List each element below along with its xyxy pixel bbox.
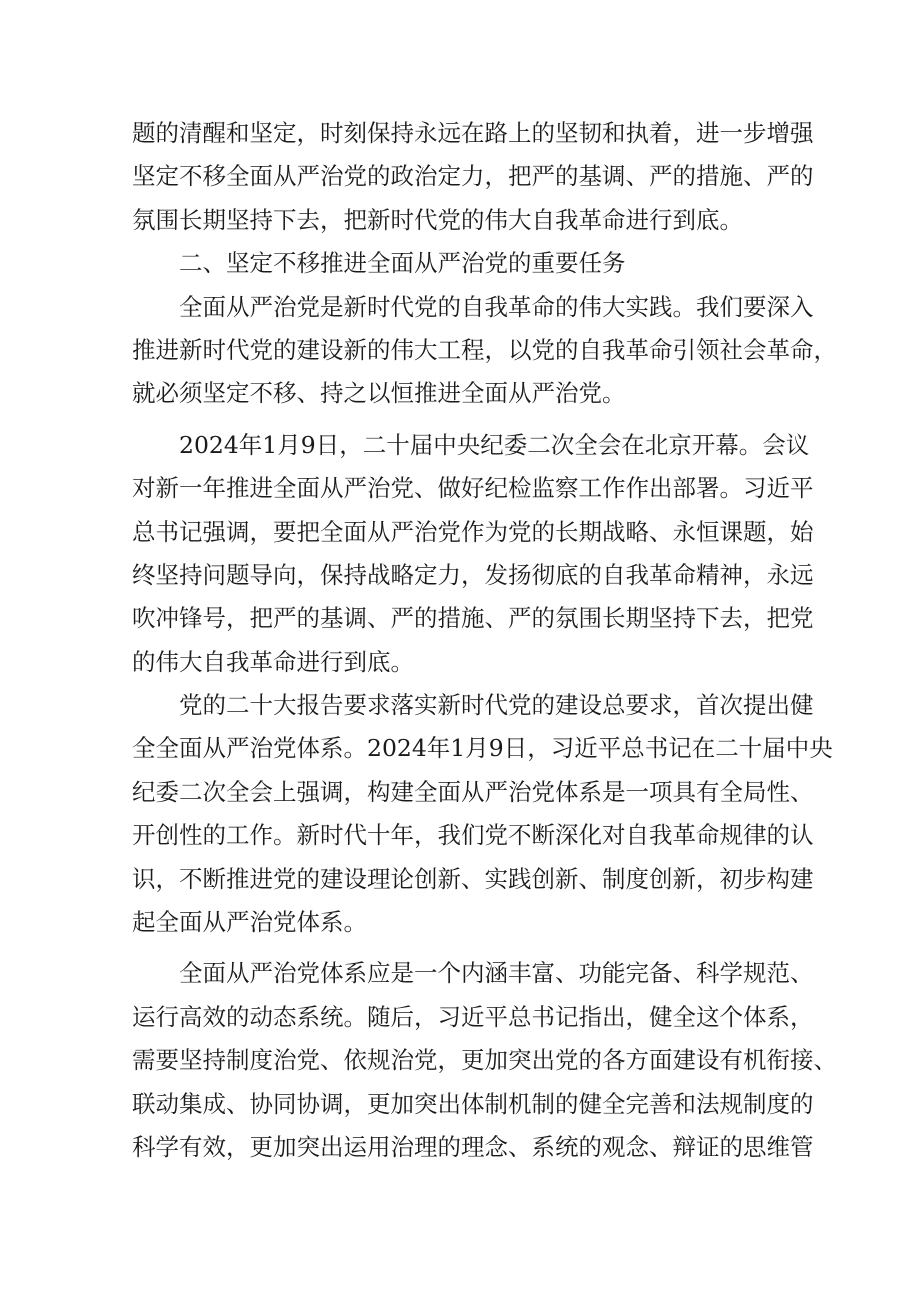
text-line: 吹冲锋号，把严的基调、严的措施、严的氛围长期坚持下去，把党 xyxy=(132,604,814,633)
document-body xyxy=(132,112,837,1169)
text-line: 开创性的工作。新时代十年，我们党不断深化对自我革命规律的认 xyxy=(132,821,814,850)
text-line: 联动集成、协同协调，更加突出体制机制的健全完善和法规制度的 xyxy=(132,1089,814,1118)
text-line: 全面从严治党是新时代党的自我革命的伟大实践。我们要深入 xyxy=(179,292,814,321)
heading-line: 二、坚定不移推进全面从严治党的重要任务 xyxy=(179,249,626,278)
text-line: 全面从严治党体系应是一个内涵丰富、功能完备、科学规范、 xyxy=(179,959,814,988)
text-line: 氛围长期坚持下去，把新时代党的伟大自我革命进行到底。 xyxy=(132,205,743,234)
text-line: 2024年1月9日，二十届中央纪委二次全会在北京开幕。会议 xyxy=(179,430,810,459)
text-line: 运行高效的动态系统。随后，习近平总书记指出，健全这个体系， xyxy=(132,1002,814,1031)
text-line: 科学有效，更加突出运用治理的理念、系统的观念、辩证的思维管 xyxy=(132,1132,814,1161)
text-line: 题的清醒和坚定，时刻保持永远在路上的坚韧和执着，进一步增强 xyxy=(132,119,814,147)
text-line: 起全面从严治党体系。 xyxy=(132,908,367,937)
paragraph xyxy=(132,952,837,1169)
text-line: 纪委二次全会上强调，构建全面从严治党体系是一项具有全局性、 xyxy=(132,777,814,806)
paragraph xyxy=(132,424,814,684)
paragraph xyxy=(132,684,833,944)
text-line: 全全面从严治党体系。2024年1月9日，习近平总书记在二十届中央 xyxy=(132,734,833,763)
section-heading xyxy=(132,242,802,285)
paragraph-gap xyxy=(132,944,802,952)
text-line: 推进新时代党的建设新的伟大工程，以党的自我革命引领社会革命， xyxy=(132,335,837,364)
text-line: 需要坚持制度治党、依规治党，更加突出党的各方面建设有机衔接、 xyxy=(132,1046,837,1075)
text-line: 的伟大自我革命进行到底。 xyxy=(132,647,414,676)
text-line: 对新一年推进全面从严治党、做好纪检监察工作作出部署。习近平 xyxy=(132,474,814,503)
text-line: 终坚持问题导向，保持战略定力，发扬彻底的自我革命精神，永远 xyxy=(132,560,814,589)
paragraph xyxy=(132,286,837,416)
text-line: 坚定不移全面从严治党的政治定力，把严的基调、严的措施、严的 xyxy=(132,162,814,191)
text-line: 识，不断推进党的建设理论创新、实践创新、制度创新，初步构建 xyxy=(132,864,814,893)
paragraph-gap xyxy=(132,416,802,424)
text-line: 总书记强调，要把全面从严治党作为党的长期战略、永恒课题，始 xyxy=(132,517,814,546)
paragraph-continuation xyxy=(132,112,814,242)
text-line: 就必须坚定不移、持之以恒推进全面从严治党。 xyxy=(132,379,626,408)
text-line: 党的二十大报告要求落实新时代党的建设总要求，首次提出健 xyxy=(179,691,814,720)
